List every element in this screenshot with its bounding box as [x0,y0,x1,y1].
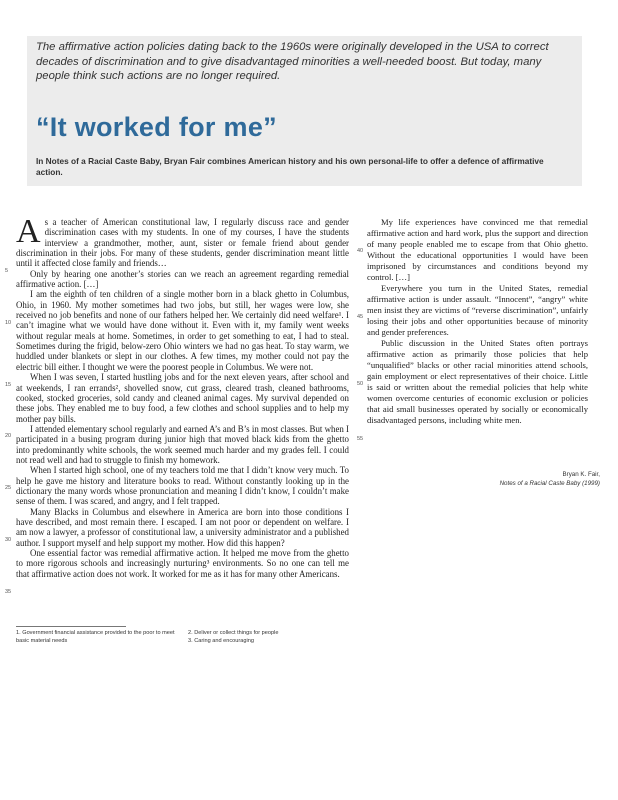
book-title: Notes of a Racial Caste Baby (1999) [499,479,600,487]
paragraph: Many Blacks in Columbus and elsewhere in America are born into those conditions I have described, and most remain there. I escaped. I am not poor or dependent on welfare. I am now a lawyer, a professor of constitutional law, a university administrator and a published author. I support myself and help support my mother. How did this happen? [16,506,349,548]
author-name: Bryan K. Fair, [562,471,600,478]
line-number: 55 [357,436,364,442]
drop-cap: A [16,213,41,250]
paragraph: One essential factor was remedial affirmative action. It helped me move from the ghetto to more rigorous schools and increasingly nurturing³ environments. So no one can tell me that affirmative action does not work. It worked for me as it has for many other Americans. [16,548,349,579]
line-number: 50 [357,381,364,387]
line-number: 35 [5,589,12,595]
footnote-2: 2. Deliver or collect things for people [188,630,279,636]
paragraph: My life experiences have convinced me that remedial affirmative action and hard work, plus the support and direction of many people enabled me to escape from that Ohio ghetto. Without the educational opportunities I would have been imprisoned by circumstances and conditions beyond my control. […] [367,217,588,282]
line-number: 30 [5,537,12,543]
line-number: 40 [357,248,364,254]
line-number: 5 [5,268,9,274]
intro-text: The affirmative action policies dating back to the 1960s were originally developed in the USA to correct decades of discrimination and to give disadvantaged minorities a well-needed boost. But today, many people think such actions are no longer required. [36,41,549,82]
paragraph: I attended elementary school regularly and earned A’s and B’s in most classes. But when I participated in a busing program during junior high that moved black kids from the ghetto into predominantly white schools, the work seemed much harder and my grades fell. I could not read well and had to struggle to finish my homework. [16,423,349,465]
footnote-1: 1. Government financial assistance provided to the poor to meet basic material needs [16,630,175,644]
line-number: 15 [5,382,12,388]
left-column [16,213,349,579]
article-title: “It worked for me” [36,112,277,142]
paragraph: When I was seven, I started hustling jobs and for the next eleven years, after school and at weekends, I ran errands², shovelled snow, cut grass, cleared trash, cleaned bathrooms, cooked, stocked groceries, sold candy and cleaned animal cages. My survival depended on these jobs. They enabled me to buy food, a few clothes and school supplies and to help my mother pay bills. [16,372,349,424]
paragraph: I am the eighth of ten children of a single mother born in a black ghetto in Columbus, Ohio, in 1960. My mother sometimes had two jobs, but still, her wages were low, she received no job benefits and none of our fathers helped her. We certainly did need welfare¹. I can’t imagine what we would have done without it. Even with it, my family went weeks without regular meals at home. Sometimes, in order to get something to eat, I had to steal. Sometimes during the frigid, below-zero Ohio winters we had no gas heat. To stay warm, we huddled under blankets or slept in our clothes. A few times, my mother could not pay the electric bill either. I thought we were the poorest people in Columbus. We were not. [16,289,349,372]
article-subtitle: In Notes of a Racial Caste Baby, Bryan Fair combines American history and his own personal-life to offer a defence of affirmative action. [36,156,544,177]
line-number: 45 [357,314,364,320]
paragraph: As a teacher of American constitutional law, I regularly discuss race and gender discrimination cases with my students. In one of my courses, I have the students interview a grandmother, mother, aunt, sister or female friend about gender discrimination in their jobs. For many of these students, gender discrimination meant little until it affected close family and friends… [16,213,349,269]
paragraph: Public discussion in the United States often portrays affirmative action as primarily those policies that help “unqualified” blacks or other racial minorities attend schools, gain employment or elect representatives of their choice. Little is said or written about the remedial policies that help white women overcome centuries of economic exclusion or policies that aid small businesses operated by socially or economically disadvantaged persons, including white men. [367,338,588,425]
paragraph: Only by hearing one another’s stories can we reach an agreement regarding remedial affirmative action. […] [16,268,349,290]
paragraph: Everywhere you turn in the United States, remedial affirmative action is under assault. “Innocent”, “angry” white men insist they are victims of “reverse discrimination”, unfairly losing their jobs and other opportunities because of minority and gender preferences. [367,283,588,337]
paragraph: When I started high school, one of my teachers told me that I didn’t know very much. To help he gave me history and literature books to read. Without constantly looking up in the dictionary the many words whose pronunciation and meaning I didn’t know, I couldn’t make sense of them. I was scared, and angry, and I felt trapped. [16,465,349,507]
line-number: 10 [5,320,12,326]
attribution [367,471,600,488]
line-number: 20 [5,433,12,439]
footnote-3: 3. Caring and encouraging [188,638,254,644]
right-column [367,217,588,426]
line-number: 25 [5,485,12,491]
footnote-divider [16,626,126,627]
